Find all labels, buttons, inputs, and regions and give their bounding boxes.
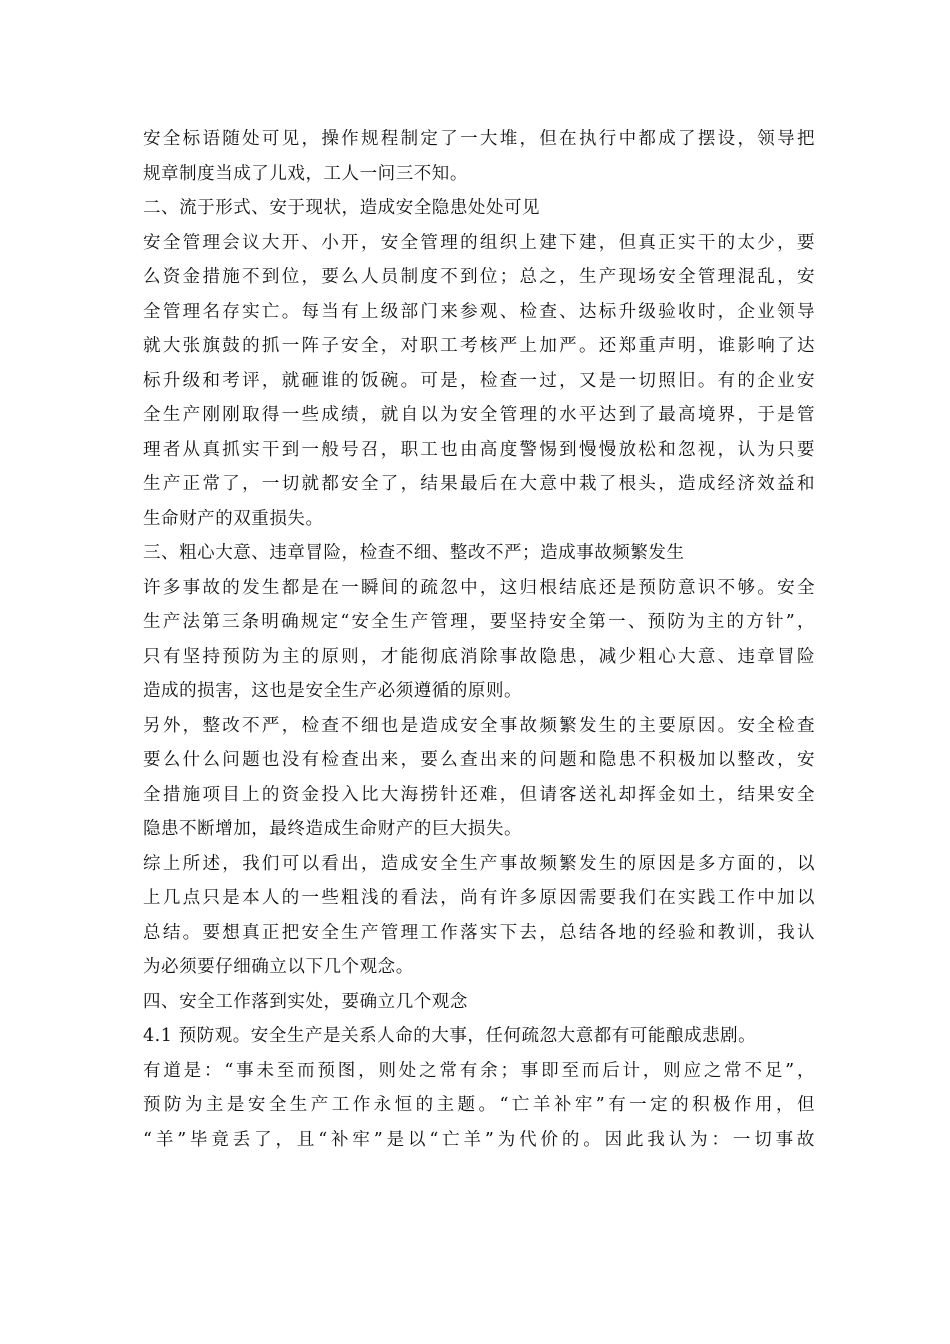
text-line: 只有坚持预防为主的原则，才能彻底消除事故隐患，减少粗心大意、违章冒险 (143, 646, 815, 667)
text-line: 另外，整改不严，检查不细也是造成安全事故频繁发生的主要原因。安全检查 (143, 715, 815, 736)
text-line: 安全管理会议大开、小开，安全管理的组织上建下建，但真正实干的太少，要 (143, 232, 815, 253)
text-line: 全措施项目上的资金投入比大海捞针还难，但请客送礼却挥金如土，结果安全 (143, 784, 815, 805)
text-line: 么资金措施不到位，要么人员制度不到位；总之，生产现场安全管理混乱，安 (143, 267, 815, 287)
text-line: 造成的损害，这也是安全生产必须遵循的原则。 (143, 681, 523, 701)
text-line: 生产正常了，一切就都安全了，结果最后在大意中栽了根头，造成经济效益和 (143, 474, 815, 494)
text-line: 有道是：“事未至而预图，则处之常有余；事即至而后计，则应之常不足”， (143, 1060, 815, 1081)
text-line: 要么什么问题也没有检查出来，要么查出来的问题和隐患不积极加以整改，安 (143, 750, 815, 770)
text-line: 为必须要仔细确立以下几个观念。 (143, 957, 414, 977)
text-line: 隐患不断增加，最终造成生命财产的巨大损失。 (143, 819, 523, 839)
text-line: 上几点只是本人的一些粗浅的看法，尚有许多原因需要我们在实践工作中加以 (143, 888, 815, 908)
text-line: 二、流于形式、安于现状，造成安全隐患处处可见 (143, 198, 541, 218)
document-body (143, 122, 815, 1157)
text-line: 生命财产的双重损失。 (143, 508, 324, 529)
text-line: 全生产刚刚取得一些成绩，就自以为安全管理的水平达到了最高境界，于是管 (143, 405, 815, 425)
text-line: 预防为主是安全生产工作永恒的主题。“亡羊补牢”有一定的积极作用，但 (143, 1095, 815, 1115)
text-line: 安全标语随处可见，操作规程制定了一大堆，但在执行中都成了摆设，领导把 (143, 129, 815, 149)
text-line: 就大张旗鼓的抓一阵子安全，对职工考核严上加严。还郑重声明，谁影响了达 (143, 336, 815, 356)
text-line: 四、安全工作落到实处，要确立几个观念 (143, 991, 468, 1012)
text-line: 全管理名存实亡。每当有上级部门来参观、检查、达标升级验收时，企业领导 (143, 301, 815, 322)
text-line: 总结。要想真正把安全生产管理工作落实下去，总结各地的经验和教训，我认 (143, 922, 815, 943)
text-line: 标升级和考评，就砸谁的饭碗。可是，检查一过，又是一切照旧。有的企业安 (143, 370, 815, 391)
text-line: 4.1 预防观。安全生产是关系人命的大事，任何疏忽大意都有可能酿成悲剧。 (143, 1026, 757, 1046)
text-line: “羊”毕竟丢了，且“补牢”是以“亡羊”为代价的。因此我认为：一切事故 (143, 1129, 815, 1150)
text-line: 综上所述，我们可以看出，造成安全生产事故频繁发生的原因是多方面的，以 (143, 853, 815, 874)
text-line: 三、粗心大意、违章冒险，检查不细、整改不严；造成事故频繁发生 (143, 543, 685, 563)
text-line: 理者从真抓实干到一般号召，职工也由高度警惕到慢慢放松和忽视，认为只要 (143, 439, 815, 460)
text-line: 生产法第三条明确规定“安全生产管理，要坚持安全第一、预防为主的方针”， (143, 612, 815, 632)
text-line: 许多事故的发生都是在一瞬间的疏忽中，这归根结底还是预防意识不够。安全 (143, 577, 815, 598)
text-line: 规章制度当成了儿戏，工人一问三不知。 (143, 163, 468, 184)
